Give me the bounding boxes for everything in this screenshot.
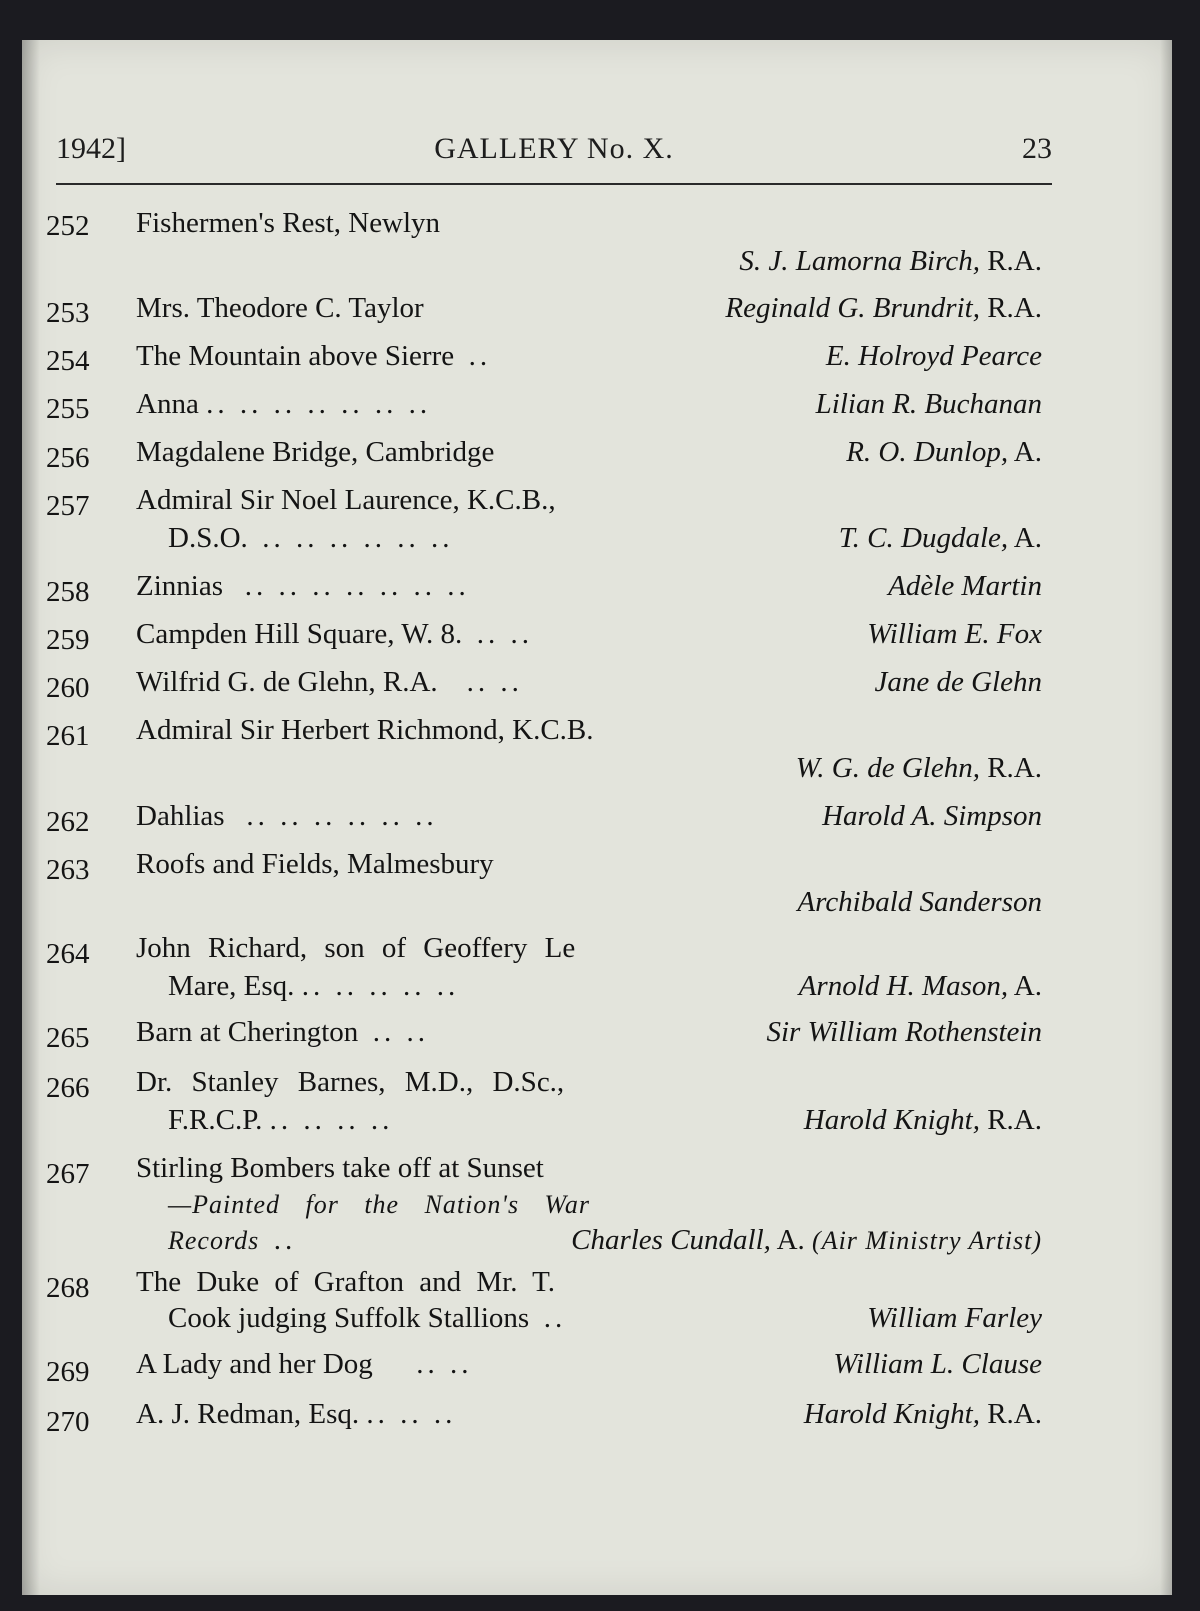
entry-number: 269	[46, 1356, 90, 1388]
artist-name: William E. Fox	[867, 618, 1042, 650]
dot-leader: .. ..	[372, 1016, 430, 1048]
entry-title-continued: D.S.O. .. .. .. .. .. ..	[168, 522, 454, 554]
entry-title: Admiral Sir Herbert Richmond, K.C.B.	[136, 714, 594, 746]
page-number: 23	[1022, 132, 1052, 165]
entry-number: 252	[46, 210, 90, 242]
entry-title: Mrs. Theodore C. Taylor	[136, 292, 424, 324]
artist-affiliation: (Air Ministry Artist)	[812, 1226, 1042, 1255]
artist-honour: A.	[1013, 436, 1042, 468]
artist-name: Archibald Sanderson	[797, 886, 1042, 918]
artist-name: Harold Knight,	[803, 1398, 980, 1430]
entry-title: Dahlias .. .. .. .. .. ..	[136, 800, 438, 832]
artist-honour: A.	[1013, 970, 1042, 1002]
artist-name: Arnold H. Mason,	[798, 970, 1009, 1002]
artist-name: E. Holroyd Pearce	[825, 340, 1042, 372]
commission-note: —Painted for the Nation's War	[168, 1190, 590, 1219]
entry-title: Campden Hill Square, W. 8. .. ..	[136, 618, 533, 650]
entry-artist	[846, 436, 1042, 469]
entry-number: 259	[46, 624, 90, 656]
entry-number: 261	[46, 720, 90, 752]
catalogue-page	[22, 40, 1172, 1595]
entry-number: 254	[46, 345, 90, 377]
entry-number: 262	[46, 806, 90, 838]
entry-title: Dr. Stanley Barnes, M.D., D.Sc.,	[136, 1066, 565, 1098]
dot-leader: .. .. .. .. ..	[301, 970, 460, 1002]
artist-honour: R.A.	[987, 752, 1042, 784]
commission-note-continued: Records ..	[168, 1224, 297, 1256]
entry-number: 266	[46, 1072, 90, 1104]
artist-name: Harold Knight,	[803, 1104, 980, 1136]
entry-title: Roofs and Fields, Malmesbury	[136, 848, 494, 880]
entry-title-continued: F.R.C.P. .. .. .. ..	[168, 1104, 394, 1136]
entry-title: Fishermen's Rest, Newlyn	[136, 207, 441, 239]
entry-title: The Duke of Grafton and Mr. T.	[136, 1266, 555, 1298]
artist-name: Sir William Rothenstein	[766, 1016, 1042, 1048]
gallery-title: GALLERY No. X.	[434, 132, 674, 165]
entry-title: Magdalene Bridge, Cambridge	[136, 436, 495, 468]
dot-leader: .. ..	[416, 1348, 473, 1380]
entry-title: A. J. Redman, Esq. .. .. ..	[136, 1398, 457, 1430]
artist-name: Harold A. Simpson	[822, 800, 1042, 832]
entry-number: 263	[46, 854, 90, 886]
dot-leader: .. .. .. .. .. ..	[246, 800, 438, 832]
dot-leader: .. .. .. .. .. ..	[262, 522, 454, 554]
page-edge-shadow	[1160, 40, 1172, 1595]
entry-title-continued: Mare, Esq. .. .. .. .. ..	[168, 970, 460, 1002]
artist-honour: R.A.	[987, 1104, 1042, 1136]
entry-artist	[799, 970, 1042, 1003]
entry-number: 255	[46, 393, 90, 425]
artist-honour: A.	[1013, 522, 1042, 554]
header-rule	[56, 183, 1052, 185]
dot-leader: .. .. .. ..	[269, 1104, 394, 1136]
entry-title: Admiral Sir Noel Laurence, K.C.B.,	[136, 484, 556, 516]
artist-name: William L. Clause	[833, 1348, 1042, 1380]
entry-number: 258	[46, 576, 90, 608]
dot-leader: .. ..	[466, 666, 523, 698]
dot-leader: ..	[273, 1224, 297, 1256]
artist-name: Jane de Glehn	[874, 666, 1042, 698]
entry-number: 268	[46, 1272, 90, 1304]
dot-leader: ..	[468, 340, 492, 372]
entry-title: Zinnias .. .. .. .. .. .. ..	[136, 570, 470, 602]
entry-artist	[804, 1398, 1042, 1431]
artist-name: Reginald G. Brundrit,	[725, 292, 980, 324]
entry-number: 257	[46, 490, 90, 522]
entry-number: 265	[46, 1022, 90, 1054]
artist-name: R. O. Dunlop,	[846, 436, 1009, 468]
entry-number: 260	[46, 672, 90, 704]
dot-leader: .. .. .. .. .. .. ..	[206, 388, 432, 420]
entry-number: 256	[46, 442, 90, 474]
entry-title: Wilfrid G. de Glehn, R.A. .. ..	[136, 666, 523, 698]
artist-honour: R.A.	[987, 245, 1042, 277]
dot-leader: ..	[543, 1302, 567, 1334]
artist-name: Charles Cundall,	[571, 1224, 771, 1256]
entry-title: John Richard, son of Geoffery Le	[136, 932, 576, 964]
entry-number: 267	[46, 1158, 90, 1190]
entry-artist	[571, 1224, 1042, 1257]
entry-artist	[725, 292, 1042, 325]
dot-leader: .. ..	[476, 618, 533, 650]
entry-title: The Mountain above Sierre ..	[136, 340, 492, 372]
entry-title: Anna .. .. .. .. .. .. ..	[136, 388, 432, 420]
entry-artist	[796, 752, 1042, 785]
artist-name: S. J. Lamorna Birch,	[739, 245, 980, 277]
artist-honour: A.	[776, 1224, 805, 1256]
entry-artist	[797, 886, 1042, 919]
artist-name: W. G. de Glehn,	[795, 752, 980, 784]
dot-leader: .. .. ..	[366, 1398, 457, 1430]
artist-name: T. C. Dugdale,	[838, 522, 1009, 554]
artist-honour: R.A.	[987, 1398, 1042, 1430]
entry-artist	[804, 1104, 1042, 1137]
entry-title: Barn at Cherington .. ..	[136, 1016, 430, 1048]
artist-name: Lilian R. Buchanan	[815, 388, 1042, 420]
artist-name: Adèle Martin	[888, 570, 1042, 602]
header-year: 1942]	[56, 132, 126, 165]
entry-number: 253	[46, 297, 90, 329]
artist-name: William Farley	[867, 1302, 1042, 1334]
entry-artist	[839, 522, 1042, 555]
page-header	[56, 132, 1052, 172]
artist-honour: R.A.	[987, 292, 1042, 324]
entry-number: 264	[46, 938, 90, 970]
entry-title-continued: Cook judging Suffolk Stallions ..	[168, 1302, 567, 1334]
entry-number: 270	[46, 1406, 90, 1438]
entry-title: Stirling Bombers take off at Sunset	[136, 1152, 544, 1184]
entry-title: A Lady and her Dog .. ..	[136, 1348, 473, 1380]
entry-artist	[739, 245, 1042, 278]
dot-leader: .. .. .. .. .. .. ..	[244, 570, 470, 602]
